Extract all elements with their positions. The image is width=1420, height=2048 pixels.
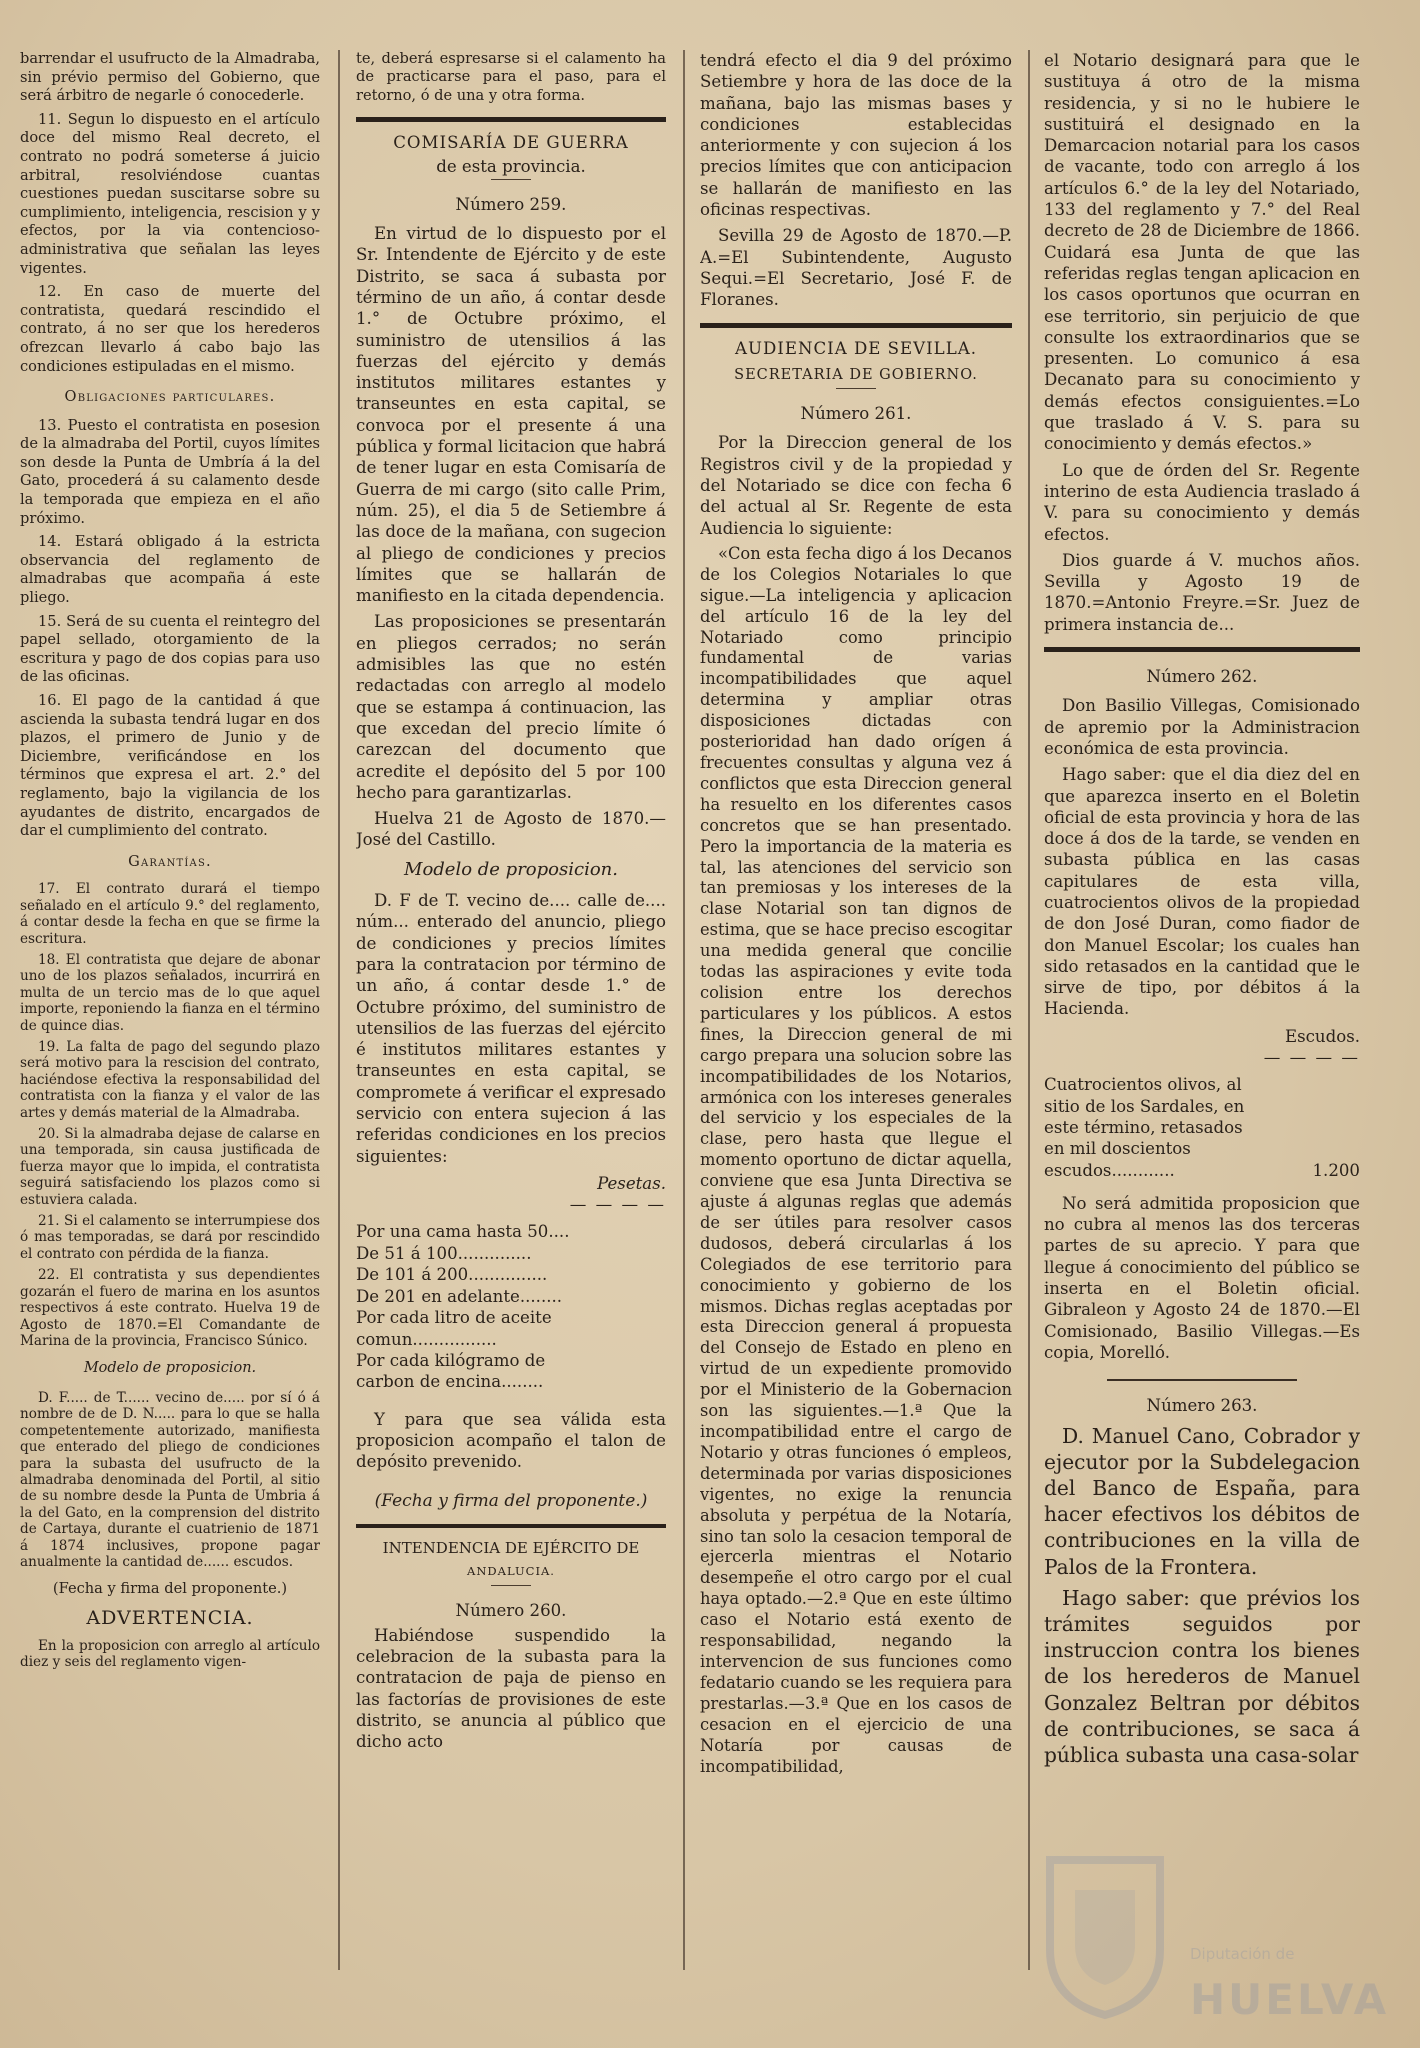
table-row: [356, 1350, 666, 1393]
paragraph: Y para que sea válida esta proposicion acompaño el talon de depósito prevenido.: [356, 1409, 666, 1472]
table-cell: [596, 1286, 666, 1307]
signature-line: (Fecha y firma del proponente.): [374, 1490, 648, 1511]
paragraph: el Notario designará para que le sustituya á otro de la misma residencia, y si no le hubiere le sustituirá el designado en la Demarcacion notarial para los casos de vacante, todo con arreglo á los artículos 6.° de la ley del Notariado, 133 del reglamento y 7.° del Real decreto de 28 de Diciembre de 1866. Cuidará esa Junta de que las referidas reglas tengan aplicacion en los casos oportunos que ocurran en ese territorio, sin perjuicio de que consulte los extraordinarios que se presenten. Lo comunico á esa Decanato para su conocimiento y demás efectos consiguientes.=Lo que traslado á V. S. para su conocimiento y demás efectos.»: [1044, 51, 1360, 454]
divider: [491, 1585, 531, 1586]
notice-number: Número 262.: [1146, 667, 1258, 687]
paragraph: barrendar el usufructo de la Almadraba, sin prévio permiso del Gobierno, que será árbitro de negarle ó conocederle.: [20, 50, 320, 105]
dash-line: — — — —: [569, 1195, 666, 1215]
table-cell: De 51 á 100..............: [356, 1243, 532, 1263]
column-2: [356, 50, 666, 2025]
article-18: 18. El contratista que dejare de abonar uno de los plazos señalados, incurrirá en multa de un tercio mas de lo que aquel importe, reponiendo la fianza en el término de quince dias.: [20, 951, 320, 1034]
table-row: [356, 1243, 666, 1264]
table-cell: [596, 1264, 666, 1285]
archive-watermark: [1040, 1850, 1390, 2030]
divider: [491, 179, 531, 180]
article-21: 21. Si el calamento se interrumpiese dos ó mas temporadas, se dará por rescindido el contrato con pérdida de la fianza.: [20, 1213, 320, 1262]
table-cell: [596, 1243, 666, 1264]
table-cell: Por una cama hasta 50....: [356, 1222, 570, 1242]
divider: [356, 117, 666, 122]
price-column-header: Pesetas.: [597, 1173, 666, 1193]
article-11: 11. Segun lo dispuesto en el artículo doce del mismo Real decreto, el contrato no podrá someterse á juicio arbitral, resolviéndose cuantas cuestiones puedan suscitarse sobre su cumplimiento, inteligencia, rescision y y efectos, por la via contencioso-administrativa que señalan las leyes vigentes.: [20, 110, 320, 277]
column-rule: [338, 50, 340, 1970]
section-subheading: ANDALUCIA.: [467, 1564, 555, 1579]
article-20: 20. Si la almadraba dejase de calarse en una temporada, sin causa justificada de fuerza mayor que lo impida, el contratista seguirá satisfaciendo los plazos como si estuviera calada.: [20, 1126, 320, 1208]
divider: [356, 1524, 666, 1528]
article-16: 16. El pago de la cantidad á que ascienda la subasta tendrá lugar en dos plazos, el primero de Junio y de Diciembre, verificándose en los términos que expresa el art. 2.° del reglamento, bajo la vigilancia de los ayudantes de distrito, encargados de dar el cumplimiento del contrato.: [20, 692, 320, 840]
paragraph: D. Manuel Cano, Cobrador y ejecutor por la Subdelegacion del Banco de España, para hacer efectivos los débitos de contribuciones en la villa de Palos de la Frontera.: [1044, 1423, 1360, 1579]
section-subheading: SECRETARIA DE GOBIERNO.: [734, 366, 978, 383]
paragraph: Huelva 21 de Agosto de 1870.—José del Castillo.: [356, 809, 666, 850]
divider: [1107, 1379, 1297, 1381]
paragraph: D. F de T. vecino de.... calle de.... núm... enterado del anuncio, pliego de condiciones y precios límites para la contratacion por término de un año, á contar desde 1.° de Octubre próximo, del suministro de utensilios de las fuerzas del ejército é institutos militares estantes y transeuntes en esta capital, se compromete á verificar el expresado servicio con entera sujecion á las referidas condiciones en los precios siguientes:: [356, 891, 666, 1166]
section-heading: INTENDENCIA DE EJÉRCITO DE: [382, 1538, 640, 1557]
table-cell: Por cada kilógramo de carbon de encina........: [356, 1350, 546, 1392]
divider: [700, 323, 1012, 328]
price-table: [356, 1221, 666, 1392]
paragraph: Habiéndose suspendido la celebracion de la subasta para la contratacion de paja de pienso en las factorías de provisiones de este distrito, se anuncia al público que dicho acto: [356, 1625, 666, 1752]
lot-value: 1.200: [1312, 1160, 1360, 1180]
column-rule: [1028, 50, 1030, 1970]
signature-line: (Fecha y firma del proponente.): [52, 1580, 288, 1598]
model-heading: Modelo de proposicion.: [83, 1360, 257, 1377]
notice-number: Número 259.: [455, 194, 567, 214]
table-cell: [596, 1350, 666, 1393]
price-column-header: Escudos.: [1284, 1026, 1360, 1046]
article-17: 17. El contrato durará el tiempo señalado en el artículo 9.° del reglamento, á contar desde la fecha en que se firme la escritura.: [20, 881, 320, 947]
paragraph: Hago saber: que el dia diez del en que aparezca inserto en el Boletin oficial de esta provincia y hora de las doce á dos de la tarde, se venden en subasta pública en las casas capitulares de esta villa, cuatrocientos olivos de la propiedad de don José Duran, como fiador de don Manuel Escolar; los cuales han sido retasados en la cantidad que le sirve de tipo, por débitos á la Hacienda.: [1044, 765, 1360, 1019]
paragraph: No será admitida proposicion que no cubra al menos las dos terceras partes de su aprecio. Y para que llegue á conocimiento del público se inserta en el Boletin oficial. Gibraleon y Agosto 24 de 1870.—El Comisionado, Basilio Villegas.—Es copia, Morelló.: [1044, 1193, 1360, 1362]
article-12: 12. En caso de muerte del contratista, quedará rescindido el contrato, á no ser que los herederos ofrezcan llevarlo á cabo bajo las condiciones estipuladas en el mismo.: [20, 283, 320, 375]
table-cell: [596, 1221, 666, 1242]
paragraph: Lo que de órden del Sr. Regente interino de esta Audiencia traslado á V. para su conocimiento y demás efectos.: [1044, 460, 1360, 544]
model-text: D. F..... de T...... vecino de..... por sí ó á nombre de de D. N..... para lo que se halla competentemente autorizado, manifiesta que enterado del pliego de condiciones para la subasta del usufructo de la almadraba denominada del Portil, al sitio de su nombre desde la Punta de Umbria á la del Gato, en la comprension del distrito de Cartaya, durante el cuatrienio de 1871 á 1874 inclusives, propone pagar anualmente la cantidad de...... escudos.: [20, 1389, 320, 1570]
paragraph: tendrá efecto el dia 9 del próximo Setiembre y hora de las doce de la mañana, bajo las mismas bases y condiciones establecidas anteriormente y con sujecion á los precios límites que con anticipacion se hallarán de manifiesto en las oficinas respectivas.: [700, 51, 1012, 220]
paragraph: «Con esta fecha digo á los Decanos de los Colegios Notariales lo que sigue.—La inteligencia y aplicacion del artículo 16 de la ley del Notariado como principio fundamental de varias incompatibilidades que aquel determina y ampliar otras disposiciones dictadas con posterioridad han dado orígen á frecuentes consultas y alguna vez á conflictos que esta Direccion general ha resuelto en los diferentes casos concretos que se han presentado. Pero la importancia de la materia es tal, las atenciones del servicio son tan premiosas y los intereses de la clase Notarial son tan dignos de estima, que se hace preciso escogitar una medida general que concilie todas las aspiraciones y evite toda colision entre los derechos particulares y los públicos. A estos fines, la Direccion general de mi cargo prepara una solucion sobre las incompatibilidades de los Notarios, armónica con los intereses generales del servicio y los especiales de la clase, pero hasta que llegue el momento oportuno de dictar aquella, conviene que esa Junta Directiva se ajuste á algunas reglas que además de ser útiles para resolver casos dudosos, deberá circularlas á los Colegiados de ese territorio para conocimiento y gobierno de los mismos. Dichas reglas aceptadas por esta Direccion general á propuesta del Consejo de Estado en pleno en virtud de un expediente promovido por el Ministerio de la Gobernacion son las siguientes.—1.ª Que la incompatibilidad entre el cargo de Notario y otras funciones ó empleos, determinada por varias disposiciones vigentes, no exige la renuncia absoluta y perpétua de la Notaría, sino tan solo la cesacion temporal de ejercerla mientras el Notario desempeñe el otro cargo por el cual haya optado.—2.ª Que en este último caso el Notario está exento de responsabilidad, negando la intervencion de sus funciones como fedatario cuando se les requiera para prestarlas.—3.ª Que en los casos de cesacion en el ejercicio de una Notaría por causas de incompatibilidad,: [700, 543, 1012, 1776]
table-row: [356, 1286, 666, 1307]
watermark-subtext: Diputación de: [1190, 1945, 1295, 1963]
section-subheading: de esta provincia.: [436, 156, 586, 176]
section-heading: ADVERTENCIA.: [86, 1606, 254, 1629]
column-3: [700, 50, 1012, 2025]
paragraph: Hago saber: que prévios los trámites seguidos por instruccion contra los bienes de los herederos de Manuel Gonzalez Beltran por débitos de contribuciones, se saca á pública subasta una casa-solar: [1044, 1585, 1360, 1767]
notice-number: Número 263.: [1146, 1396, 1258, 1416]
paragraph: Don Basilio Villegas, Comisionado de apremio por la Administracion económica de esta provincia.: [1044, 696, 1360, 758]
table-row: [356, 1264, 666, 1285]
notice-number: Número 261.: [800, 404, 912, 424]
divider: [1044, 647, 1360, 652]
article-19: 19. La falta de pago del segundo plazo será motivo para la rescision del contrato, haciéndose efectiva la responsabilidad del contratista con la fianza y el valor de las artes y demás material de la Almadraba.: [20, 1039, 320, 1121]
paragraph: Las proposiciones se presentarán en pliegos cerrados; no serán admisibles las que no estén redactadas con arreglo al modelo que se estampa á continuacion, las que excedan del precio límite ó carezcan del documento que acredite el depósito del 5 por 100 hecho para garantizarlas.: [356, 612, 666, 802]
paragraph: Sevilla 29 de Agosto de 1870.—P. A.=El Subintendente, Augusto Sequi.=El Secretario, José F. de Floranes.: [700, 226, 1012, 310]
table-cell: [596, 1307, 666, 1350]
watermark-text: HUELVA: [1190, 1975, 1390, 2024]
table-row: [356, 1221, 666, 1242]
paragraph: En la proposicion con arreglo al artículo diez y seis del reglamento vigen-: [20, 1637, 320, 1670]
column-1: [20, 50, 320, 2025]
article-22: 22. El contratista y sus dependientes gozarán el fuero de marina en los asuntos respectivos á este contrato. Huelva 19 de Agosto de 1870.=El Comandante de Marina de la provincia, Francisco Súnico.: [20, 1267, 320, 1349]
paragraph: te, deberá espresarse si el calamento ha de practicarse para el paso, para el retorno, ó de una y otra forma.: [356, 50, 666, 104]
table-cell: De 201 en adelante........: [356, 1286, 563, 1306]
table-cell: De 101 á 200...............: [356, 1265, 548, 1285]
table-cell: Por cada litro de aceite comun................: [356, 1308, 552, 1349]
section-heading: Garantías.: [128, 852, 212, 870]
paragraph: En virtud de lo dispuesto por el Sr. Intendente de Ejército y de este Distrito, se saca á subasta por término de un año, á contar desde 1.° de Octubre próximo, el suministro de utensilios á las fuerzas del ejército y demás institutos militares estantes y transeuntes en esta capital, se convoca por el presente á una pública y formal licitacion que habrá de tener lugar en esta Comisaría de Guerra de mi cargo (sito calle Prim, núm. 25), el dia 5 de Setiembre á las doce de la mañana, con sugecion al pliego de condiciones y precios límites que se hallarán de manifiesto en la citada dependencia.: [356, 224, 666, 606]
lot-description: Cuatrocientos olivos, al sitio de los Sardales, en este término, retasados en mil doscientos escudos............: [1044, 1075, 1245, 1180]
article-15: 15. Será de su cuenta el reintegro del papel sellado, otorgamiento de la escritura y pago de dos copias para uso de las oficinas.: [20, 612, 320, 686]
model-heading: Modelo de proposicion.: [404, 858, 618, 880]
dash-line: — — — —: [1263, 1048, 1360, 1068]
article-14: 14. Estará obligado á la estricta observancia del reglamento de almadrabas que acompaña á este pliego.: [20, 533, 320, 607]
section-heading: COMISARÍA DE GUERRA: [393, 133, 629, 153]
notice-number: Número 260.: [455, 1600, 567, 1620]
section-heading: Obligaciones particulares.: [64, 388, 276, 406]
auction-lot: [1044, 1074, 1360, 1180]
section-heading: AUDIENCIA DE SEVILLA.: [735, 338, 977, 358]
column-4: [1044, 50, 1360, 2025]
paragraph: Dios guarde á V. muchos años. Sevilla y Agosto 19 de 1870.=Antonio Freyre.=Sr. Juez de primera instancia de...: [1044, 550, 1360, 634]
shield-icon: [1040, 1850, 1170, 2020]
divider: [836, 388, 876, 389]
paragraph: Por la Direccion general de los Registros civil y de la propiedad y del Notariado se dice con fecha 6 del actual al Sr. Regente de esta Audiencia lo siguiente:: [700, 433, 1012, 538]
article-13: 13. Puesto el contratista en posesion de la almadraba del Portil, cuyos límites son desde la Punta de Umbría á la del Gato, procederá á su calamento desde la temporada que empieza en el año próximo.: [20, 416, 320, 527]
column-rule: [683, 50, 685, 1970]
table-row: [356, 1307, 666, 1350]
